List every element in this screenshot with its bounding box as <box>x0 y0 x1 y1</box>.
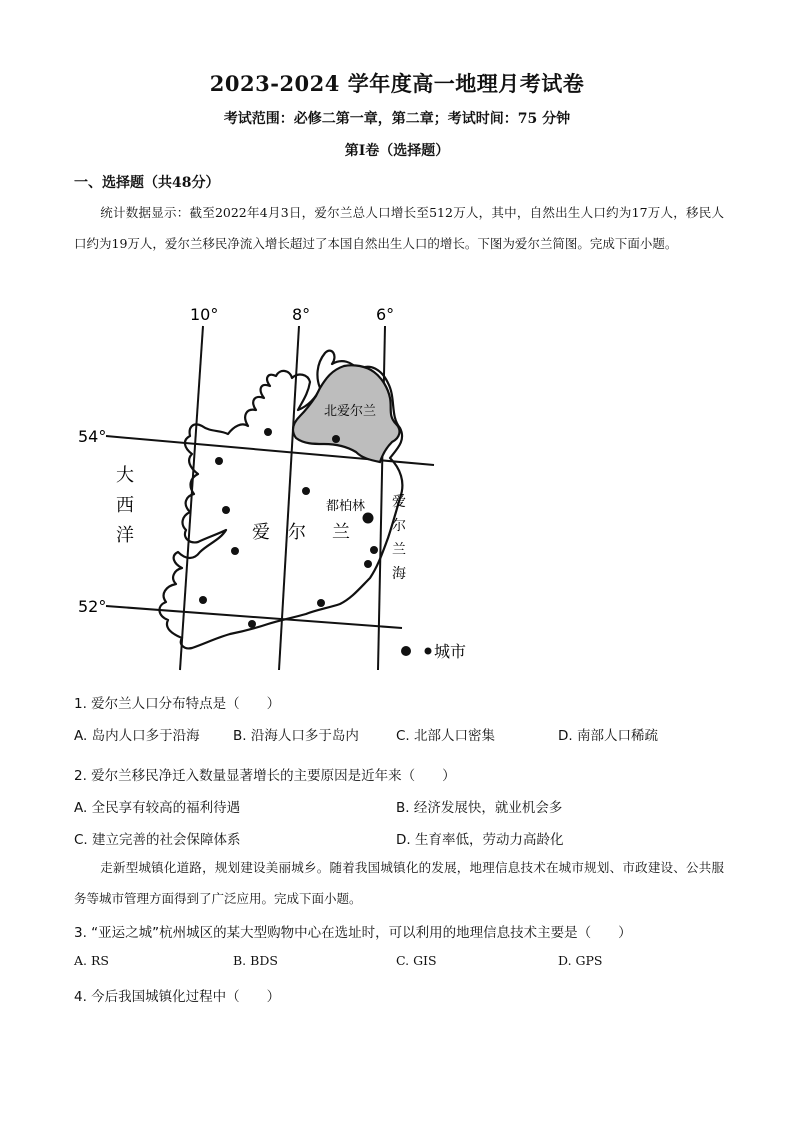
q1-option-c[interactable]: C. 北部人口密集 <box>396 728 496 744</box>
city-marker <box>332 435 340 443</box>
sea-label-2: 尔 <box>392 518 406 534</box>
city-marker <box>317 599 325 607</box>
city-marker <box>364 560 372 568</box>
legend-city-dot <box>401 646 411 656</box>
lon-label-8: 8° <box>292 305 311 324</box>
city-marker <box>248 620 256 628</box>
ocean-label-1: 大 <box>116 465 134 486</box>
city-marker <box>264 428 272 436</box>
ireland-map <box>70 298 480 673</box>
city-marker <box>215 457 223 465</box>
sea-label-3: 兰 <box>392 542 406 558</box>
city-marker <box>231 547 239 555</box>
q1-option-a[interactable]: A. 岛内人口多于沿海 <box>74 728 200 744</box>
ocean-label-3: 洋 <box>116 525 134 546</box>
sea-label-1: 爱 <box>392 494 406 510</box>
country-label-3: 兰 <box>332 522 350 543</box>
volume-heading: 第Ⅰ卷（选择题） <box>344 143 450 159</box>
lat-label-52: 52° <box>78 597 107 616</box>
material-1 <box>74 197 724 259</box>
q3-option-b[interactable]: B. BDS <box>233 953 278 968</box>
ocean-label-2: 西 <box>116 495 134 516</box>
q2-option-b[interactable]: B. 经济发展快，就业机会多 <box>396 800 563 816</box>
material-1-text: 统计数据显示：截至2022年4月3日，爱尔兰总人口增长至512万人，其中，自然出生人口约为17万人，移民人口约为19万人，爱尔兰移民净流入增长超过了本国自然出生人口的增长。下图为爱尔兰简图。完成下面小题。 <box>74 205 724 251</box>
sea-label-4: 海 <box>392 566 406 582</box>
q3-option-a[interactable]: A. RS <box>74 953 109 968</box>
q1-option-d[interactable]: D. 南部人口稀疏 <box>558 728 658 744</box>
city-marker <box>222 506 230 514</box>
question-1-stem: 1. 爱尔兰人口分布特点是（ ） <box>74 696 281 712</box>
legend-city-label: 城市 <box>434 642 467 661</box>
country-label-2: 尔 <box>288 522 306 543</box>
country-label-1: 爱 <box>252 522 270 543</box>
map-legend <box>396 638 486 666</box>
material-2-text: 走新型城镇化道路，规划建设美丽城乡。随着我国城镇化的发展，地理信息技术在城市规划、市政建设、公共服务等城市管理方面得到了广泛应用。完成下面小题。 <box>74 860 724 906</box>
material-2 <box>74 852 724 914</box>
legend-city-dot-small <box>425 648 432 655</box>
section-heading: 一、选择题（共48分） <box>74 175 220 191</box>
question-2-stem: 2. 爱尔兰移民净迁入数量显著增长的主要原因是近年来（ ） <box>74 768 456 784</box>
lat-label-54: 54° <box>78 427 107 446</box>
question-3-stem: 3. “亚运之城”杭州城区的某大型购物中心在选址时，可以利用的地理信息技术主要是（ ） <box>74 925 632 941</box>
lon-label-6: 6° <box>376 305 395 324</box>
capital-label: 都柏林 <box>326 499 366 514</box>
question-4-stem: 4. 今后我国城镇化过程中（ ） <box>74 989 281 1005</box>
q2-option-a[interactable]: A. 全民享有较高的福利待遇 <box>74 800 241 816</box>
exam-title: 2023-2024 学年度高一地理月考试卷 <box>209 71 585 96</box>
exam-scope: 考试范围：必修二第一章，第二章；考试时间：75 分钟 <box>223 111 571 127</box>
city-marker <box>370 546 378 554</box>
city-marker <box>302 487 310 495</box>
capital-marker <box>363 513 374 524</box>
q2-option-c[interactable]: C. 建立完善的社会保障体系 <box>74 832 241 848</box>
northern-ireland-label: 北爱尔兰 <box>324 404 377 419</box>
q1-option-b[interactable]: B. 沿海人口多于岛内 <box>233 728 359 744</box>
lon-label-10: 10° <box>190 305 219 324</box>
city-marker <box>199 596 207 604</box>
meridian-10 <box>180 326 203 670</box>
q3-option-c[interactable]: C. GIS <box>396 953 437 968</box>
q2-option-d[interactable]: D. 生育率低，劳动力高龄化 <box>396 832 564 848</box>
q3-option-d[interactable]: D. GPS <box>558 953 603 968</box>
